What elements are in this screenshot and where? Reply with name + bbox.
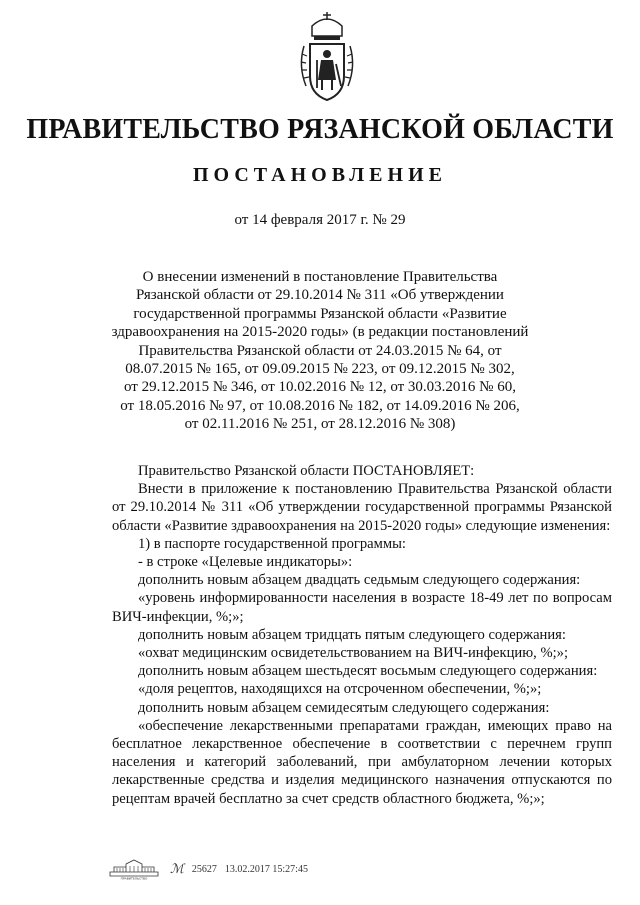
signing-timestamp: 13.02.2017 15:27:45 — [224, 863, 308, 875]
subject-line: О внесении изменений в постановление Правительства — [142, 269, 498, 285]
paragraph-instruction: дополнить новым абзацем тридцать пятым следующего содержания: — [138, 626, 566, 643]
paragraph-item-1: 1) в паспорте государственной программы: — [138, 535, 406, 552]
certificate-number: 25627 — [191, 863, 217, 875]
document-footer — [106, 858, 308, 880]
paragraph-instruction: дополнить новым абзацем семидесятым следующего содержания: — [138, 699, 550, 716]
subject-line: здравоохранения на 2015-2020 годы» (в редакции постановлений — [111, 324, 529, 341]
paragraph-quote: «уровень информированности населения в возрасте 18-49 лет по вопросам ВИЧ-инфекции, %;»; — [112, 590, 612, 625]
document-type: ПОСТАНОВЛЕНИЕ — [193, 164, 447, 186]
document-date-number: от 14 февраля 2017 г. № 29 — [234, 212, 406, 228]
subject-line: от 02.11.2016 № 251, от 28.12.2016 № 308) — [184, 416, 456, 433]
government-title: ПРАВИТЕЛЬСТВО РЯЗАНСКОЙ ОБЛАСТИ — [26, 114, 614, 145]
paragraph-indicators: - в строке «Целевые индикаторы»: — [138, 554, 353, 571]
paragraph-quote: «охват медицинским освидетельствованием на ВИЧ-инфекцию, %;»; — [138, 645, 569, 662]
certificate-mark-icon: ℳ — [170, 861, 184, 876]
svg-text:ПРАВИТЕЛЬСТВО: ПРАВИТЕЛЬСТВО — [120, 876, 148, 880]
coat-of-arms-emblem — [296, 6, 358, 106]
document-body — [112, 462, 612, 808]
subject-line: от 18.05.2016 № 97, от 10.08.2016 № 182, от 14.09.2016 № 206, — [120, 397, 520, 414]
paragraph-quote: «доля рецептов, находящихся на отсроченном обеспечении, %;»; — [138, 681, 542, 698]
paragraph-quote: «обеспечение лекарственными препаратами граждан, имеющих право на бесплатное лекарственное обеспечение в соответствии с перечнем групп населения и категорий заболеваний, при амбулаторном лечении которых лекарственные средства и изделия медицинского назначения отпускаются по рецептам врачей бесплатно за счет средств областного бюджета, %;»; — [112, 717, 612, 807]
paragraph-instruction: дополнить новым абзацем шестьдесят восьмым следующего содержания: — [138, 663, 598, 680]
document-subject — [110, 268, 530, 434]
government-building-stamp — [106, 858, 162, 880]
subject-line: 08.07.2015 № 165, от 09.09.2015 № 223, от 09.12.2015 № 302, — [125, 361, 515, 378]
paragraph-amendment-intro: Внести в приложение к постановлению Правительства Рязанской области от 29.10.2014 № 311 «Об утверждении государственной программы Рязанской области «Развитие здравоохранения на 2015-2020 годы» следующие изменения: — [112, 481, 612, 534]
subject-line: Рязанской области от 29.10.2014 № 311 «Об утверждении — [136, 287, 504, 304]
paragraph-resolution: Правительство Рязанской области ПОСТАНОВЛЯЕТ: — [138, 463, 475, 479]
subject-line: от 29.12.2015 № 346, от 10.02.2016 № 12, от 30.03.2016 № 60, — [123, 379, 516, 396]
subject-line: Правительства Рязанской области от 24.03.2015 № 64, от — [138, 342, 502, 359]
paragraph-instruction: дополнить новым абзацем двадцать седьмым следующего содержания: — [138, 572, 581, 589]
subject-line: государственной программы Рязанской области «Развитие — [133, 305, 507, 322]
